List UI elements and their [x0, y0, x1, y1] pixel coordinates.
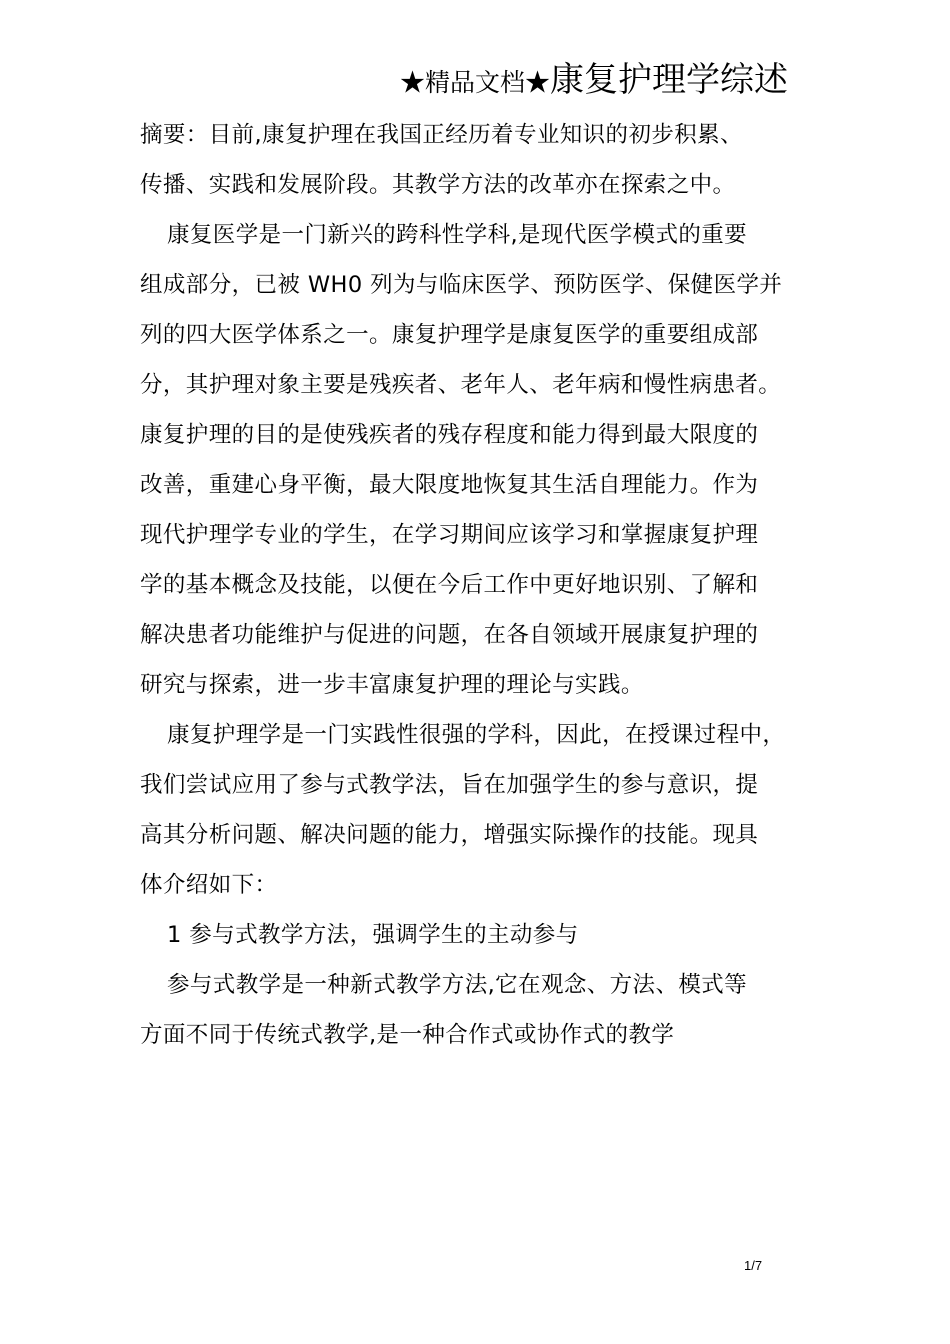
paragraph-line: 现代护理学专业的学生，在学习期间应该学习和掌握康复护理: [140, 522, 759, 548]
paragraph-line: 参与式教学是一种新式教学方法,它在观念、方法、模式等: [167, 972, 748, 998]
paragraph-line: 学的基本概念及技能，以便在今后工作中更好地识别、了解和: [140, 572, 759, 598]
abstract-line-1: 摘要：目前,康复护理在我国正经历着专业知识的初步积累、: [140, 122, 743, 148]
paragraph-line: 研究与探索，进一步丰富康复护理的理论与实践。: [140, 672, 644, 698]
paragraph-line: 康复护理的目的是使残疾者的残存程度和能力得到最大限度的: [140, 422, 759, 448]
abstract-line-2: 传播、实践和发展阶段。其教学方法的改革亦在探索之中。: [140, 172, 736, 198]
paragraph-line: 我们尝试应用了参与式教学法，旨在加强学生的参与意识，提: [140, 772, 759, 798]
document-body: [140, 110, 860, 1060]
document-title: 康复护理学综述: [550, 60, 789, 100]
paragraph-line: 分，其护理对象主要是残疾者、老年人、老年病和慢性病患者。: [140, 372, 782, 398]
paragraph-line: 方面不同于传统式教学,是一种合作式或协作式的教学: [140, 1022, 675, 1048]
paragraph-line: 改善，重建心身平衡，最大限度地恢复其生活自理能力。作为: [140, 472, 759, 498]
header-tag: ★精品文档★: [400, 68, 551, 97]
section-heading: 1 参与式教学方法，强调学生的主动参与: [167, 922, 579, 948]
paragraph-line: 解决患者功能维护与促进的问题，在各自领域开展康复护理的: [140, 622, 759, 648]
paragraph-line: 高其分析问题、解决问题的能力，增强实际操作的技能。现具: [140, 822, 759, 848]
paragraph-line: 体介绍如下：: [140, 872, 278, 898]
page-number: 1/7: [744, 1258, 763, 1273]
paragraph-line: 组成部分，已被 WH0 列为与临床医学、预防医学、保健医学并: [140, 272, 783, 298]
paragraph-line: 康复护理学是一门实践性很强的学科，因此，在授课过程中，: [167, 722, 786, 748]
paragraph-line: 列的四大医学体系之一。康复护理学是康复医学的重要组成部: [140, 322, 759, 348]
paragraph-line: 康复医学是一门新兴的跨科性学科,是现代医学模式的重要: [167, 222, 748, 248]
document-header: [400, 52, 920, 100]
